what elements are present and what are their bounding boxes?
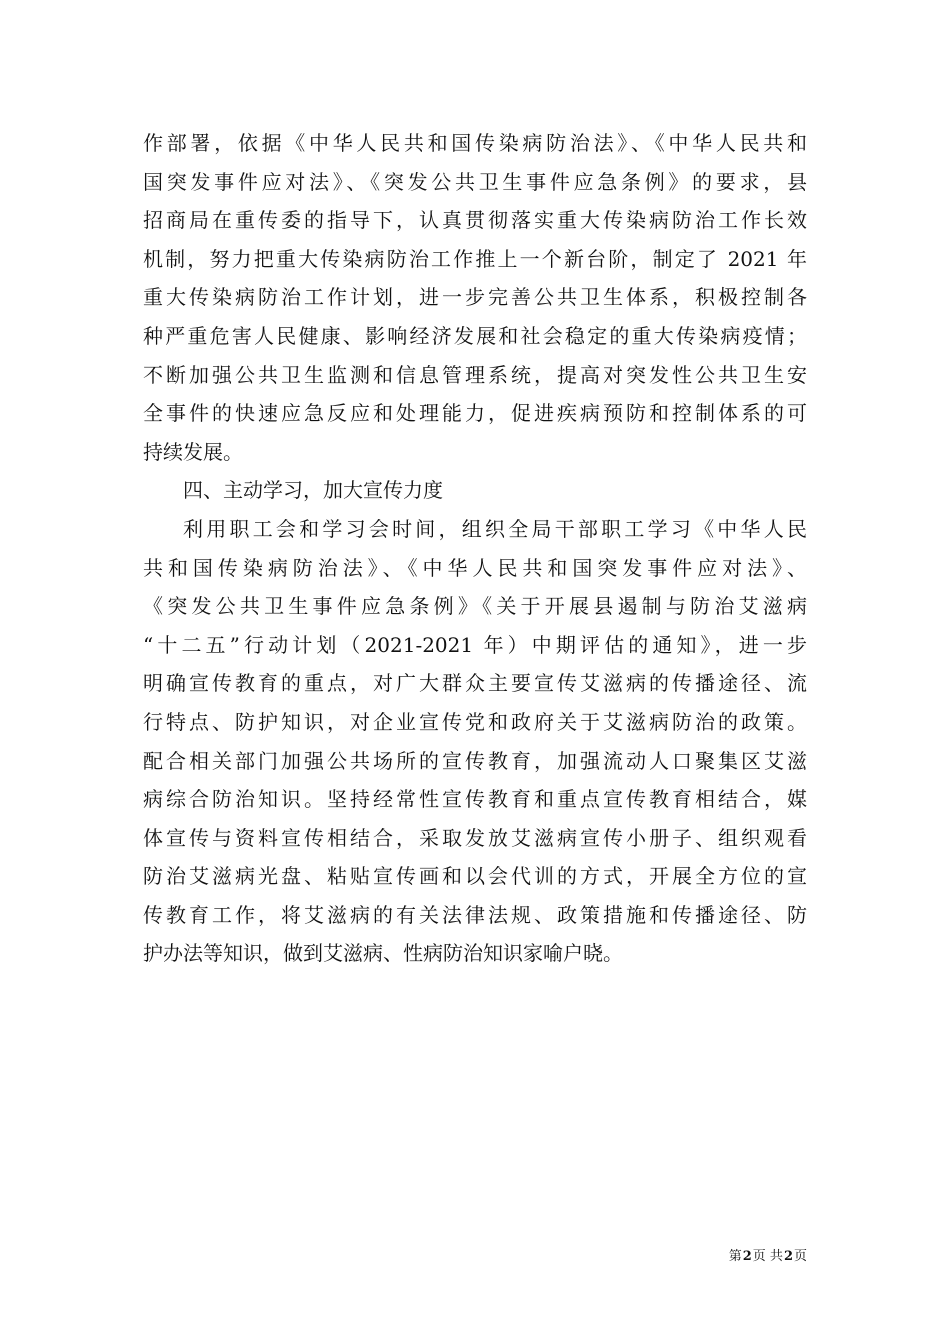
- text-line: 明确宣传教育的重点，对广大群众主要宣传艾滋病的传播途径、流: [143, 671, 807, 696]
- document-body: [143, 124, 807, 973]
- text-line: 配合相关部门加强公共场所的宣传教育，加强流动人口聚集区艾滋: [143, 748, 807, 773]
- text-line: “十二五”行动计划（2021-2021 年）中期评估的通知》，进一步: [143, 632, 807, 657]
- current-page-number: 2: [742, 1249, 752, 1264]
- text-line: 国突发事件应对法》、《突发公共卫生事件应急条例》的要求，县: [143, 169, 807, 194]
- text-line: 护办法等知识，做到艾滋病、性病防治知识家喻户晓。: [143, 941, 623, 966]
- text-line: 全事件的快速应急反应和处理能力，促进疾病预防和控制体系的可: [143, 401, 807, 426]
- text-line: 体宣传与资料宣传相结合，采取发放艾滋病宣传小册子、组织观看: [143, 825, 807, 850]
- paragraph-continuation: [143, 124, 807, 471]
- text-line: 共和国传染病防治法》、《中华人民共和国突发事件应对法》、: [143, 555, 807, 580]
- paragraph-publicity: [143, 510, 807, 973]
- footer-prefix: 第: [728, 1249, 742, 1264]
- text-line: 招商局在重传委的指导下，认真贯彻落实重大传染病防治工作长效: [143, 208, 807, 233]
- total-page-number: 2: [783, 1249, 793, 1264]
- footer-middle: 页 共: [752, 1249, 783, 1264]
- section-heading: [143, 471, 807, 510]
- text-line: 《突发公共卫生事件应急条例》《关于开展县遏制与防治艾滋病: [143, 594, 807, 619]
- text-line: 机制，努力把重大传染病防治工作推上一个新台阶，制定了 2021 年: [143, 246, 807, 271]
- text-line: 防治艾滋病光盘、粘贴宣传画和以会代训的方式，开展全方位的宣: [143, 864, 807, 889]
- text-line: 病综合防治知识。坚持经常性宣传教育和重点宣传教育相结合，媒: [143, 787, 807, 812]
- footer-suffix: 页: [793, 1249, 807, 1264]
- page-number-footer: [729, 1248, 807, 1266]
- text-line: 作部署，依据《中华人民共和国传染病防治法》、《中华人民共和: [143, 131, 807, 155]
- text-line: 重大传染病防治工作计划，进一步完善公共卫生体系，积极控制各: [143, 285, 807, 310]
- text-line: 持续发展。: [143, 439, 243, 464]
- text-line: 传教育工作，将艾滋病的有关法律法规、政策措施和传播途径、防: [143, 902, 807, 927]
- text-line: 不断加强公共卫生监测和信息管理系统，提高对突发性公共卫生安: [143, 362, 807, 387]
- text-line: 种严重危害人民健康、影响经济发展和社会稳定的重大传染病疫情；: [143, 323, 807, 348]
- text-line: 利用职工会和学习会时间，组织全局干部职工学习《中华人民: [183, 516, 807, 541]
- text-line: 行特点、防护知识，对企业宣传党和政府关于艾滋病防治的政策。: [143, 709, 807, 734]
- heading-line: 四、主动学习，加大宣传力度: [183, 478, 443, 503]
